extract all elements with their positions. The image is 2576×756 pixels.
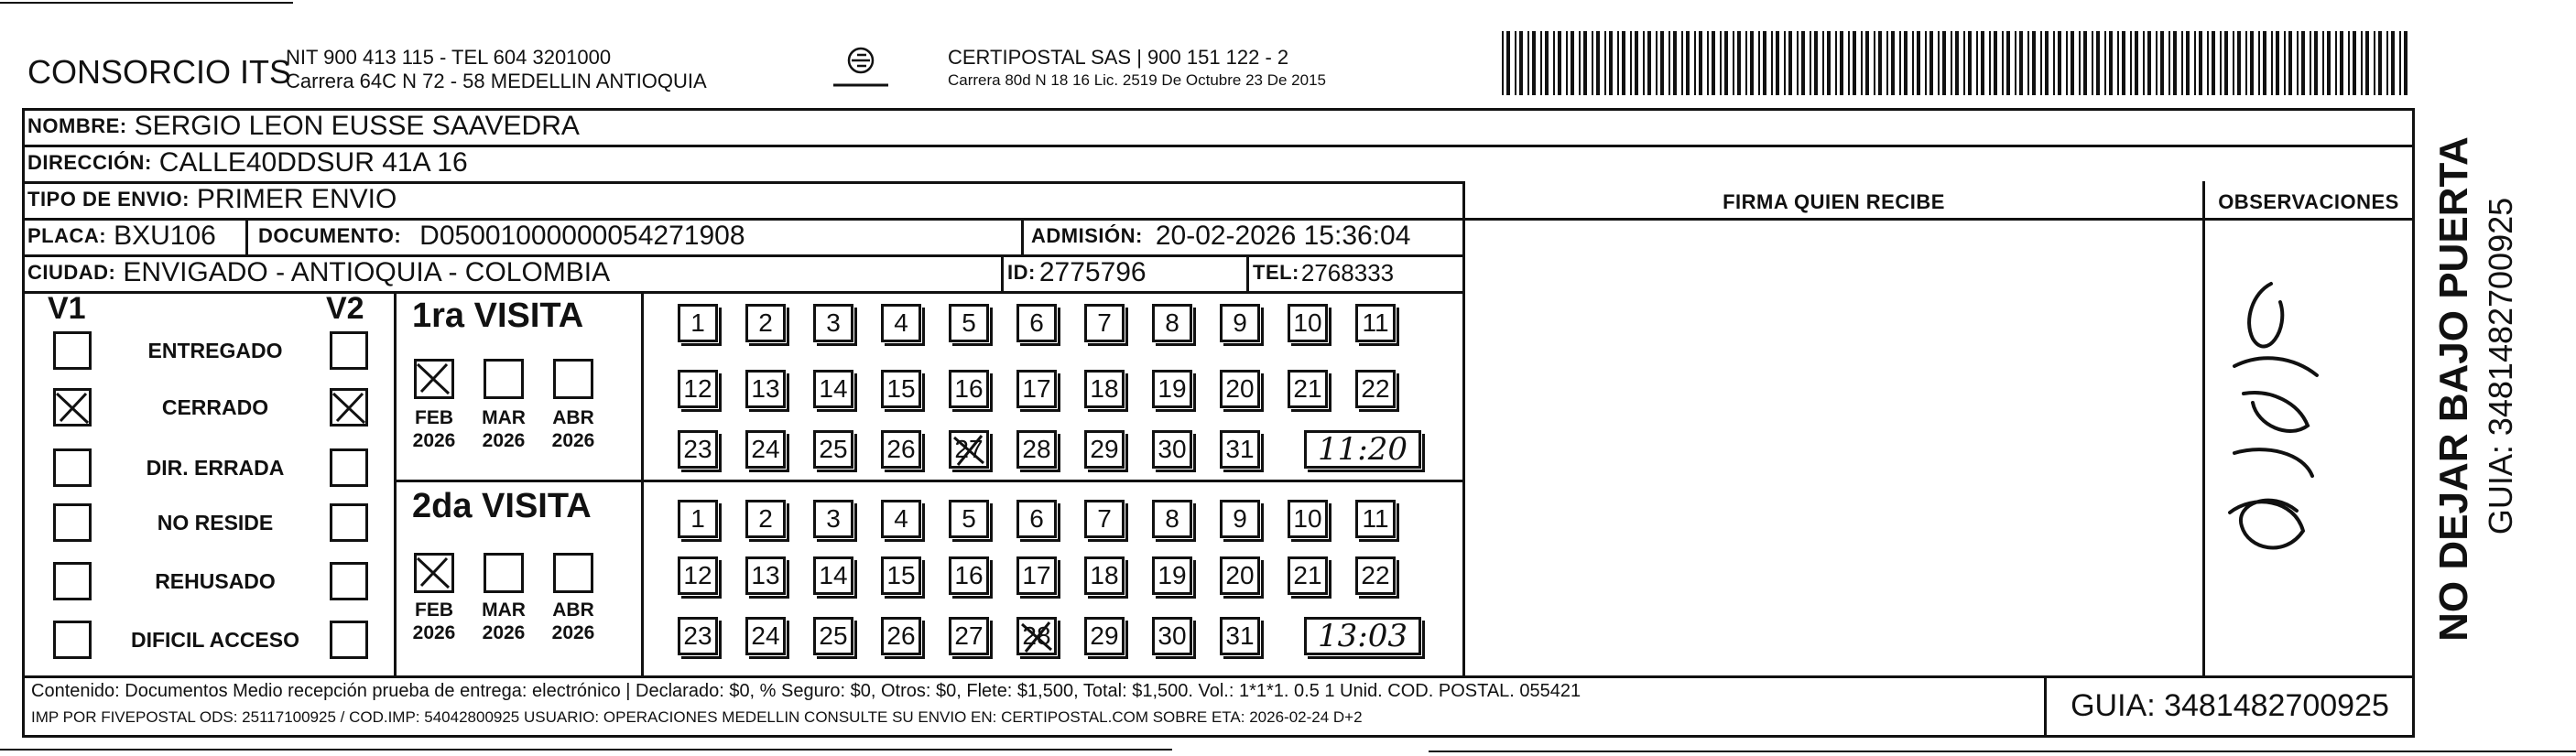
month-label: ABR 2026: [551, 407, 595, 451]
barcode-bar: [1861, 31, 1863, 95]
second-day-21[interactable]: 21: [1288, 556, 1328, 595]
company-address: Carrera 64C N 72 - 58 MEDELLIN ANTIOQUIA: [286, 70, 707, 92]
barcode-bar: [2353, 31, 2356, 95]
barcode-bar: [2002, 31, 2004, 95]
second-day-19[interactable]: 19: [1152, 556, 1192, 595]
first-day-25[interactable]: 25: [813, 430, 853, 469]
second-day-20[interactable]: 20: [1220, 556, 1260, 595]
company-name: CONSORCIO ITS: [27, 53, 292, 91]
first-day-10[interactable]: 10: [1288, 304, 1328, 342]
barcode-bar: [1899, 31, 1901, 95]
v1-checkbox[interactable]: [53, 331, 92, 370]
second-day-26[interactable]: 26: [881, 617, 921, 655]
second-day-28[interactable]: 28: [1016, 617, 1057, 655]
barcode-bar: [2301, 31, 2305, 95]
barcode-bar: [1994, 31, 1997, 95]
barcode-bar: [2194, 31, 2196, 95]
tipo-envio-label: TIPO DE ENVIO:: [27, 188, 190, 211]
v1-label: V1: [48, 291, 86, 326]
tel-label: TEL:: [1253, 261, 1299, 284]
observaciones-header: OBSERVACIONES: [2218, 190, 2399, 213]
barcode-bar: [1981, 31, 1984, 95]
barcode-bar: [1540, 31, 1542, 95]
v2-checkbox[interactable]: [330, 621, 368, 659]
barcode-bar: [2092, 31, 2093, 95]
barcode-bar: [2220, 31, 2222, 95]
barcode-bar: [1617, 31, 1619, 95]
barcode-bar: [2147, 31, 2151, 95]
barcode-bar: [2045, 31, 2049, 95]
reason-label: DIR. ERRADA: [146, 456, 285, 480]
first-day-19[interactable]: 19: [1152, 370, 1192, 408]
first-time-box[interactable]: 11:20: [1304, 430, 1421, 469]
first-day-6[interactable]: 6: [1016, 304, 1057, 342]
month-checkbox[interactable]: [553, 359, 593, 399]
first-day-20[interactable]: 20: [1220, 370, 1260, 408]
barcode-bar: [2288, 31, 2292, 95]
barcode-bar: [1853, 31, 1856, 95]
v1-checkbox[interactable]: [53, 621, 92, 659]
barcode-bar: [1630, 31, 1632, 95]
barcode-bar: [2122, 31, 2125, 95]
barcode-bar: [1527, 31, 1529, 95]
second-day-5[interactable]: 5: [949, 500, 989, 538]
barcode-bar: [1558, 31, 1561, 95]
barcode-bar: [1745, 31, 1747, 95]
barcode-bar: [2263, 31, 2266, 95]
barcode-bar: [1763, 31, 1766, 95]
nombre-label: NOMBRE:: [27, 114, 127, 137]
barcode-bar: [1604, 31, 1606, 95]
first-day-1[interactable]: 1: [678, 304, 718, 342]
barcode-bar: [1848, 31, 1850, 95]
barcode-bar: [2156, 31, 2158, 95]
v1-checkbox[interactable]: [53, 562, 92, 600]
barcode-bar: [2250, 31, 2254, 95]
first-day-13[interactable]: 13: [745, 370, 786, 408]
second-day-11[interactable]: 11: [1355, 500, 1396, 538]
barcode-bar: [2314, 31, 2318, 95]
reason-label: REHUSADO: [155, 569, 276, 593]
id-value: 2775796: [1038, 257, 1147, 287]
barcode-bar: [2096, 31, 2100, 95]
barcode-bar: [2053, 31, 2055, 95]
barcode-bar: [1750, 31, 1754, 95]
barcode-bar: [2015, 31, 2016, 95]
barcode-bar: [1583, 31, 1587, 95]
first-day-11[interactable]: 11: [1355, 304, 1396, 342]
barcode-bar: [2186, 31, 2190, 95]
barcode-bar: [1592, 31, 1593, 95]
barcode-bar: [1942, 31, 1946, 95]
barcode-bar: [1694, 31, 1696, 95]
v2-label: V2: [326, 291, 364, 326]
barcode-bar: [1784, 31, 1786, 95]
second-day-1[interactable]: 1: [678, 500, 718, 538]
barcode-bar: [1681, 31, 1683, 95]
month-checkbox[interactable]: [484, 359, 524, 399]
barcode-bar: [2104, 31, 2106, 95]
barcode-bar: [2374, 31, 2375, 95]
barcode-bar: [2276, 31, 2279, 95]
second-day-2[interactable]: 2: [745, 500, 786, 538]
documento-value: D05001000000054271908: [419, 221, 745, 251]
second-day-25[interactable]: 25: [813, 617, 853, 655]
month-label: MAR 2026: [482, 599, 526, 643]
barcode-bar: [1797, 31, 1799, 95]
barcode-bar: [2130, 31, 2132, 95]
barcode-bar: [1878, 31, 1882, 95]
barcode-bar: [1917, 31, 1920, 95]
barcode-bar: [2032, 31, 2036, 95]
barcode-bar: [2168, 31, 2170, 95]
first-day-16[interactable]: 16: [949, 370, 989, 408]
barcode-bar: [2117, 31, 2119, 95]
barcode-bar: [2233, 31, 2234, 95]
barcode-bar: [2237, 31, 2241, 95]
barcode-bar: [1643, 31, 1645, 95]
barcode-bar: [2297, 31, 2299, 95]
v2-checkbox[interactable]: [330, 331, 368, 370]
v2-checkbox[interactable]: [330, 503, 368, 542]
second-time-box[interactable]: 13:03: [1304, 617, 1421, 655]
barcode-bar: [2207, 31, 2209, 95]
barcode-bar: [1660, 31, 1664, 95]
second-day-6[interactable]: 6: [1016, 500, 1057, 538]
first-day-26[interactable]: 26: [881, 430, 921, 469]
second-day-14[interactable]: 14: [813, 556, 853, 595]
barcode-bar: [2386, 31, 2388, 95]
side-frame: [2412, 108, 2415, 675]
barcode-bar: [1776, 31, 1779, 95]
tel-value: 2768333: [1300, 258, 1395, 286]
barcode-bar: [1571, 31, 1574, 95]
barcode-bar: [2310, 31, 2311, 95]
footer-contenido: Contenido: Documentos Medio recepción prueba de entrega: electrónico | Declarado: $0, % Seguro: $0, Otros: $0, Flete: $1,500, Total: $1,500. Vol.: 1*1*1. 0.5 1 Unid. COD. POSTAL. 055421: [31, 681, 1581, 701]
barcode-bar: [2245, 31, 2247, 95]
second-day-15[interactable]: 15: [881, 556, 921, 595]
barcode-bar: [1553, 31, 1555, 95]
barcode-bar: [2391, 31, 2395, 95]
first-day-12[interactable]: 12: [678, 370, 718, 408]
reason-label: NO RESIDE: [157, 511, 274, 535]
barcode-bar: [2335, 31, 2337, 95]
second-visit-title: 2da VISITA: [412, 487, 592, 525]
barcode-bar: [1737, 31, 1741, 95]
first-day-17[interactable]: 17: [1016, 370, 1057, 408]
barcode-bar: [2271, 31, 2273, 95]
second-day-18[interactable]: 18: [1084, 556, 1125, 595]
second-day-22[interactable]: 22: [1355, 556, 1396, 595]
barcode-bar: [1707, 31, 1709, 95]
barcode-bar: [1673, 31, 1677, 95]
barcode-bar: [2199, 31, 2202, 95]
first-day-30[interactable]: 30: [1152, 430, 1192, 469]
second-day-13[interactable]: 13: [745, 556, 786, 595]
direccion-label: DIRECCIÓN:: [27, 151, 152, 174]
first-day-7[interactable]: 7: [1084, 304, 1125, 342]
month-checkbox[interactable]: [553, 553, 593, 593]
barcode-bar: [1506, 31, 1510, 95]
barcode: [1502, 31, 2418, 95]
month-label: FEB 2026: [412, 599, 456, 643]
v1-checkbox[interactable]: [53, 388, 92, 427]
barcode-bar: [2404, 31, 2408, 95]
barcode-bar: [1609, 31, 1613, 95]
barcode-bar: [1912, 31, 1914, 95]
month-label: FEB 2026: [412, 407, 456, 451]
reason-label: CERRADO: [161, 395, 269, 419]
first-day-24[interactable]: 24: [745, 430, 786, 469]
barcode-bar: [1929, 31, 1933, 95]
barcode-bar: [1566, 31, 1568, 95]
first-day-29[interactable]: 29: [1084, 430, 1125, 469]
footer-guia: GUIA: 3481482700925: [2071, 688, 2389, 723]
barcode-bar: [1733, 31, 1734, 95]
certipostal-logo: [824, 44, 897, 95]
first-day-28[interactable]: 28: [1016, 430, 1057, 469]
barcode-bar: [2079, 31, 2081, 95]
second-day-23[interactable]: 23: [678, 617, 718, 655]
first-day-23[interactable]: 23: [678, 430, 718, 469]
barcode-bar: [2173, 31, 2177, 95]
barcode-bar: [1579, 31, 1581, 95]
no-dejar-bajo-puerta: NO DEJAR BAJO PUERTA: [2431, 136, 2476, 642]
barcode-bar: [2071, 31, 2074, 95]
first-day-8[interactable]: 8: [1152, 304, 1192, 342]
first-day-21[interactable]: 21: [1288, 370, 1328, 408]
first-day-15[interactable]: 15: [881, 370, 921, 408]
certi-line1: CERTIPOSTAL SAS | 900 151 122 - 2: [948, 46, 1289, 69]
second-day-29[interactable]: 29: [1084, 617, 1125, 655]
barcode-bar: [2019, 31, 2023, 95]
first-day-31[interactable]: 31: [1220, 430, 1260, 469]
barcode-bar: [1596, 31, 1600, 95]
second-day-8[interactable]: 8: [1152, 500, 1192, 538]
barcode-bar: [1699, 31, 1702, 95]
v1-checkbox[interactable]: [53, 448, 92, 487]
barcode-bar: [1724, 31, 1728, 95]
barcode-bar: [1989, 31, 1991, 95]
month-label: ABR 2026: [551, 599, 595, 643]
barcode-bar: [1814, 31, 1818, 95]
first-day-9[interactable]: 9: [1220, 304, 1260, 342]
barcode-bar: [2181, 31, 2183, 95]
barcode-bar: [1635, 31, 1638, 95]
month-label: MAR 2026: [482, 407, 526, 451]
barcode-bar: [2327, 31, 2331, 95]
barcode-bar: [1622, 31, 1625, 95]
first-day-4[interactable]: 4: [881, 304, 921, 342]
id-label: ID:: [1007, 261, 1036, 284]
second-day-12[interactable]: 12: [678, 556, 718, 595]
barcode-bar: [2348, 31, 2350, 95]
barcode-bar: [1951, 31, 1952, 95]
barcode-bar: [1788, 31, 1792, 95]
nombre-value: SERGIO LEON EUSSE SAAVEDRA: [134, 111, 580, 141]
barcode-bar: [1925, 31, 1927, 95]
first-visit-title: 1ra VISITA: [412, 297, 584, 335]
barcode-bar: [1519, 31, 1523, 95]
barcode-bar: [1686, 31, 1690, 95]
month-checkbox[interactable]: [484, 553, 524, 593]
barcode-bar: [1647, 31, 1651, 95]
barcode-bar: [2135, 31, 2138, 95]
second-day-3[interactable]: 3: [813, 500, 853, 538]
barcode-bar: [2284, 31, 2286, 95]
barcode-bar: [1810, 31, 1811, 95]
v2-checkbox[interactable]: [330, 562, 368, 600]
admision-label: ADMISIÓN:: [1031, 224, 1143, 247]
barcode-bar: [1874, 31, 1875, 95]
barcode-bar: [2040, 31, 2042, 95]
first-day-14[interactable]: 14: [813, 370, 853, 408]
v1-checkbox[interactable]: [53, 503, 92, 542]
barcode-bar: [1904, 31, 1908, 95]
barcode-bar: [1656, 31, 1658, 95]
placa-value: BXU106: [114, 221, 216, 251]
barcode-bar: [1720, 31, 1722, 95]
barcode-bar: [2160, 31, 2164, 95]
barcode-bar: [2027, 31, 2029, 95]
barcode-bar: [1865, 31, 1869, 95]
second-day-7[interactable]: 7: [1084, 500, 1125, 538]
barcode-bar: [1827, 31, 1831, 95]
barcode-bar: [1515, 31, 1516, 95]
month-checkbox[interactable]: [414, 359, 454, 399]
second-day-17[interactable]: 17: [1016, 556, 1057, 595]
first-day-18[interactable]: 18: [1084, 370, 1125, 408]
first-day-2[interactable]: 2: [745, 304, 786, 342]
barcode-bar: [2340, 31, 2343, 95]
barcode-bar: [2365, 31, 2369, 95]
v2-checkbox[interactable]: [330, 388, 368, 427]
barcode-bar: [1771, 31, 1773, 95]
barcode-bar: [1963, 31, 1965, 95]
barcode-bar: [1545, 31, 1549, 95]
barcode-bar: [2361, 31, 2363, 95]
admision-value: 20-02-2026 15:36:04: [1155, 221, 1411, 251]
placa-label: PLACA:: [27, 224, 107, 247]
first-day-27[interactable]: 27: [949, 430, 989, 469]
guia-vertical: GUIA: 3481482700925: [2482, 197, 2519, 535]
first-day-22[interactable]: 22: [1355, 370, 1396, 408]
barcode-bar: [2066, 31, 2068, 95]
barcode-bar: [1822, 31, 1824, 95]
barcode-bar: [2378, 31, 2382, 95]
month-checkbox[interactable]: [414, 553, 454, 593]
barcode-bar: [1968, 31, 1972, 95]
second-day-10[interactable]: 10: [1288, 500, 1328, 538]
barcode-bar: [2143, 31, 2145, 95]
second-day-27[interactable]: 27: [949, 617, 989, 655]
company-nit: NIT 900 413 115 - TEL 604 3201000: [286, 46, 612, 69]
barcode-bar: [1955, 31, 1959, 95]
direccion-value: CALLE40DDSUR 41A 16: [158, 147, 468, 178]
barcode-bar: [2006, 31, 2010, 95]
barcode-bar: [1801, 31, 1805, 95]
barcode-bar: [2224, 31, 2228, 95]
second-day-16[interactable]: 16: [949, 556, 989, 595]
first-day-5[interactable]: 5: [949, 304, 989, 342]
v2-checkbox[interactable]: [330, 448, 368, 487]
barcode-bar: [1835, 31, 1837, 95]
barcode-bar: [1891, 31, 1895, 95]
barcode-bar: [1712, 31, 1715, 95]
barcode-bar: [2322, 31, 2324, 95]
barcode-bar: [2399, 31, 2401, 95]
barcode-bar: [1668, 31, 1670, 95]
second-day-9[interactable]: 9: [1220, 500, 1260, 538]
barcode-bar: [2058, 31, 2061, 95]
first-day-3[interactable]: 3: [813, 304, 853, 342]
second-day-24[interactable]: 24: [745, 617, 786, 655]
barcode-bar: [2212, 31, 2215, 95]
documento-label: DOCUMENTO:: [258, 224, 402, 247]
signature-handwriting: [2216, 265, 2335, 586]
barcode-bar: [1758, 31, 1760, 95]
barcode-bar: [1886, 31, 1888, 95]
footer-impresion: IMP POR FIVEPOSTAL ODS: 25117100925 / COD.IMP: 54042800925 USUARIO: OPERACIONES MEDELLIN CONSULTE SU ENVIO EN: CERTIPOSTAL.COM SOBRE ETA: 2026-02-24 D+2: [31, 708, 1363, 726]
barcode-bar: [1840, 31, 1843, 95]
certi-line2: Carrera 80d N 18 16 Lic. 2519 De Octubre 23 De 2015: [948, 71, 1326, 89]
tipo-envio-value: PRIMER ENVIO: [196, 184, 397, 214]
barcode-bar: [1502, 31, 1504, 95]
reason-label: DIFICIL ACCESO: [130, 628, 299, 652]
ciudad-value: ENVIGADO - ANTIOQUIA - COLOMBIA: [123, 257, 611, 287]
barcode-bar: [1938, 31, 1940, 95]
second-day-31[interactable]: 31: [1220, 617, 1260, 655]
barcode-bar: [2109, 31, 2113, 95]
ciudad-label: CIUDAD:: [27, 261, 116, 284]
firma-header: FIRMA QUIEN RECIBE: [1723, 190, 1945, 213]
barcode-bar: [2083, 31, 2087, 95]
second-day-30[interactable]: 30: [1152, 617, 1192, 655]
barcode-bar: [2258, 31, 2260, 95]
barcode-bar: [1976, 31, 1978, 95]
reason-label: ENTREGADO: [147, 339, 283, 362]
second-day-4[interactable]: 4: [881, 500, 921, 538]
barcode-bar: [1532, 31, 1536, 95]
